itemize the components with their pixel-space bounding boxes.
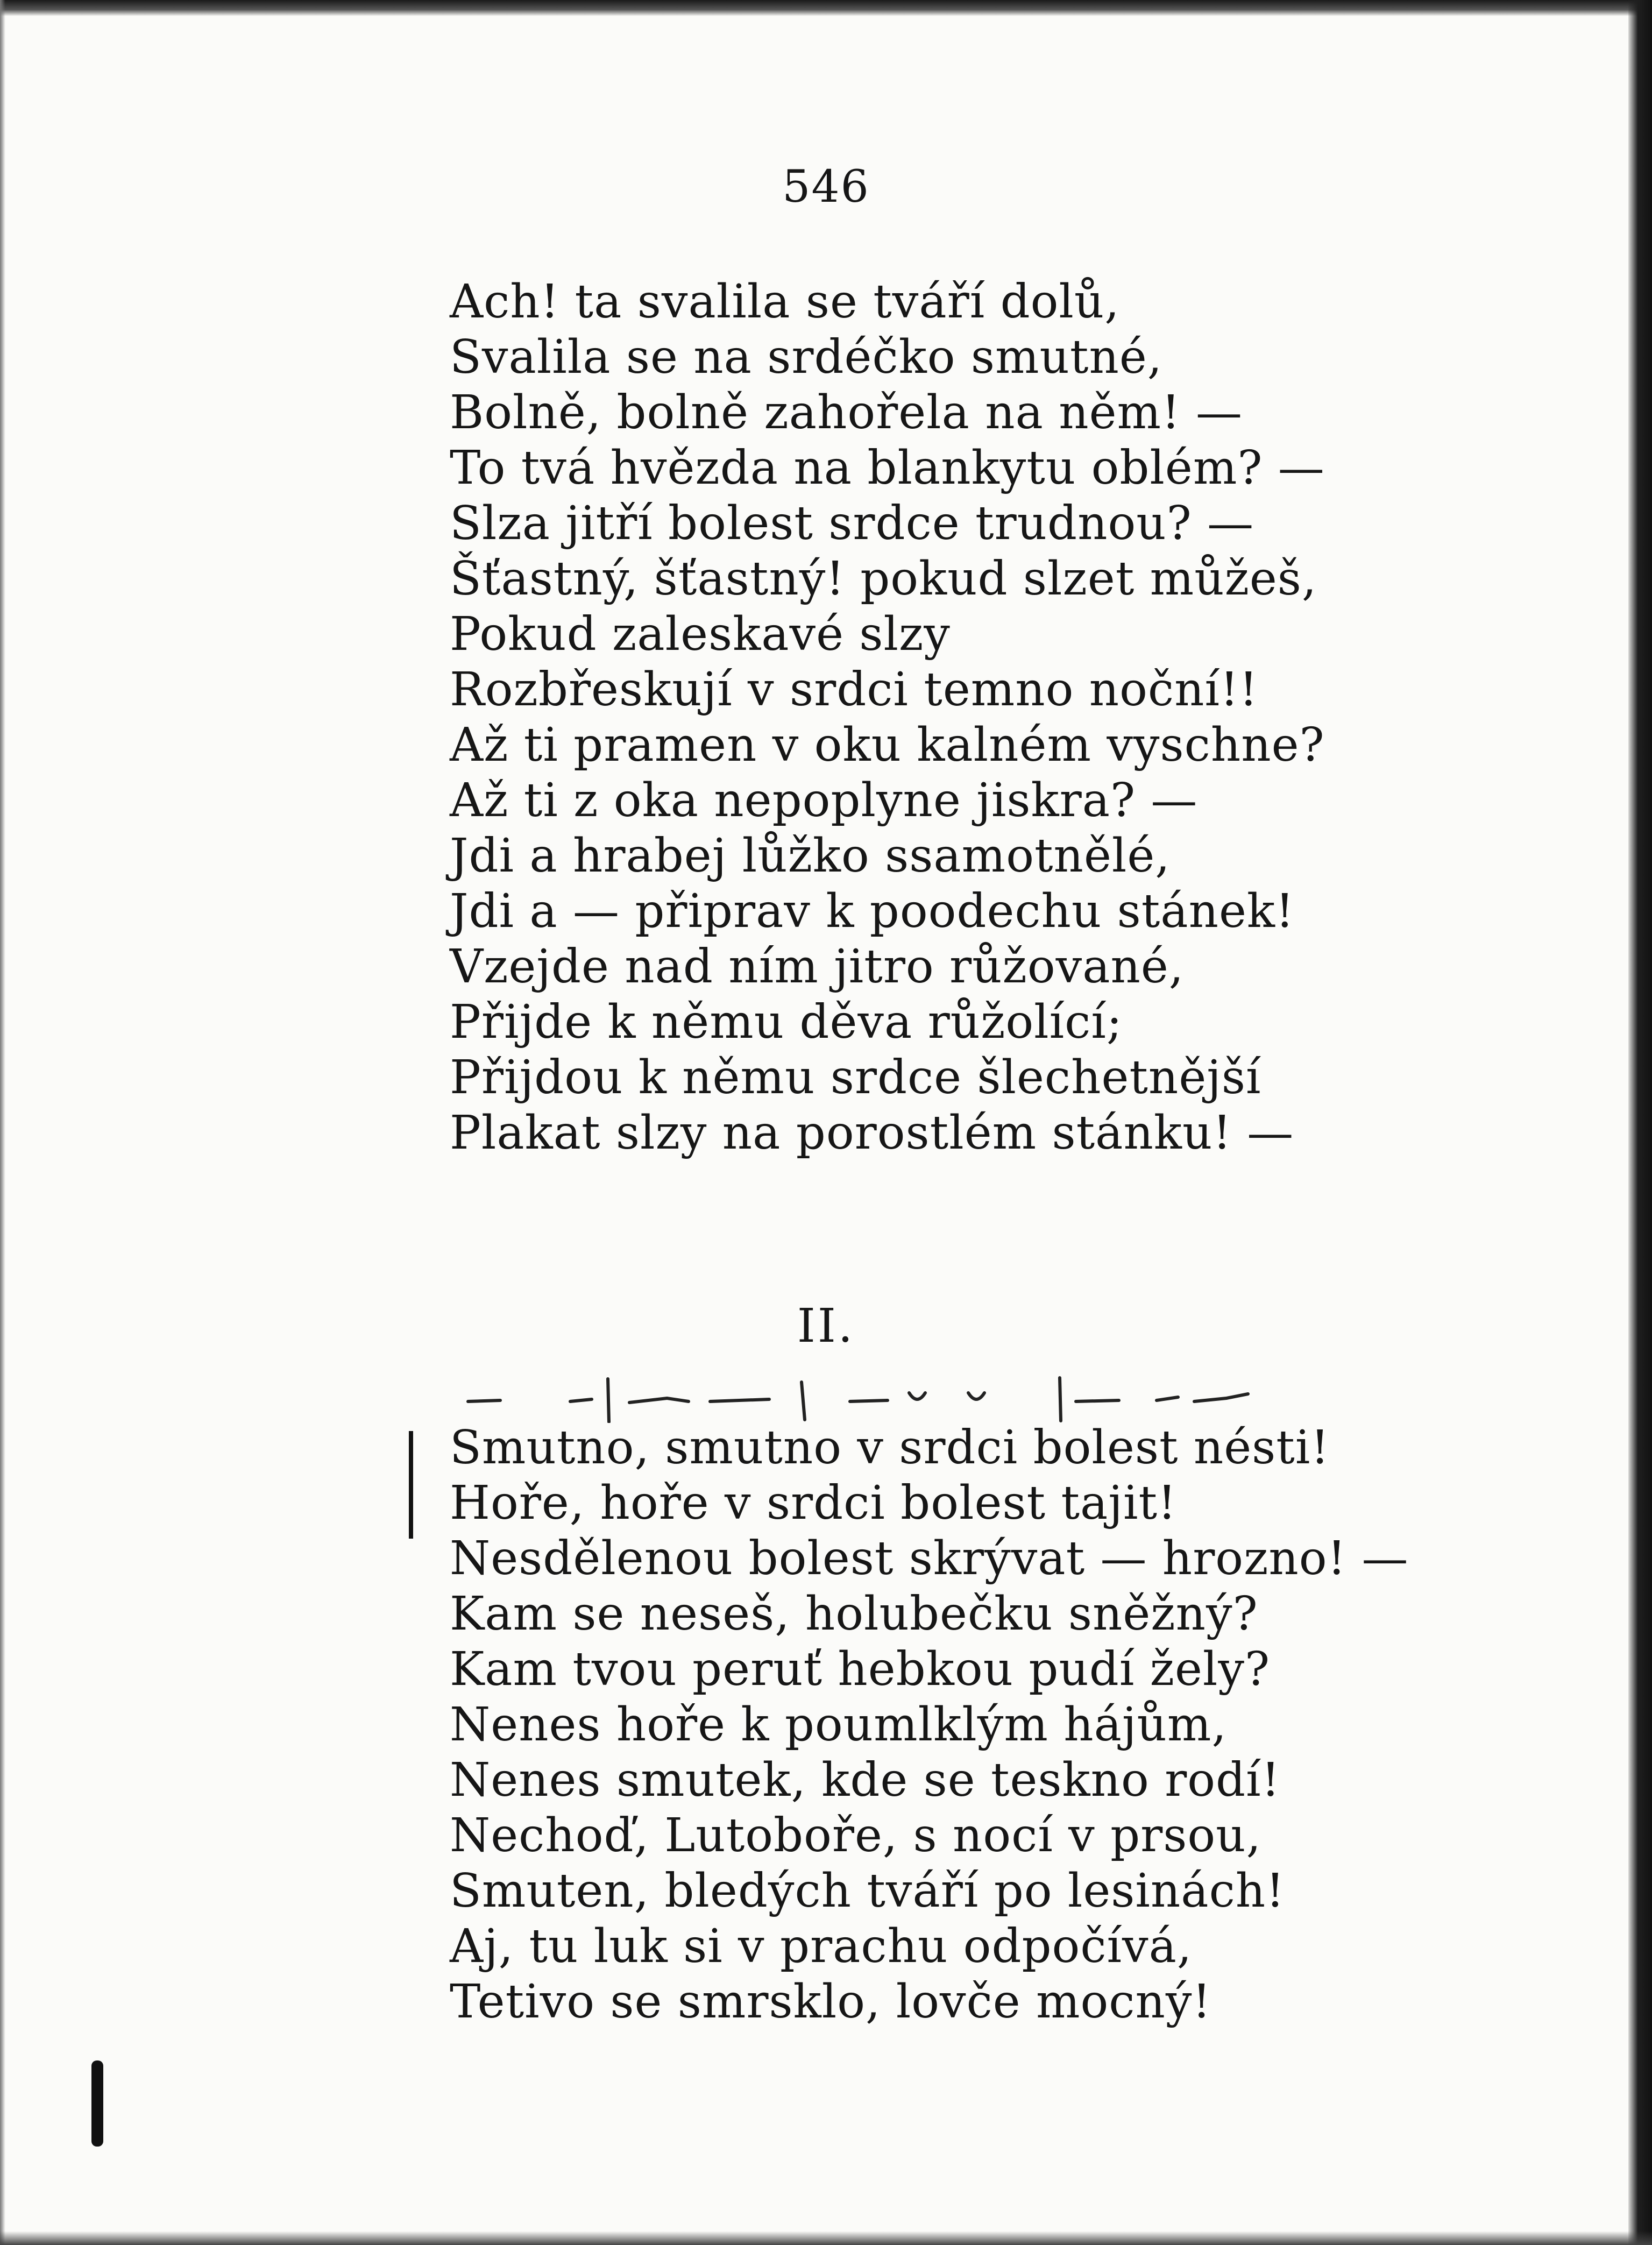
verse-line: Rozbřeskují v srdci temno noční!!	[450, 663, 1259, 717]
verse-line: Plakat slzy na porostlém stánku! —	[450, 1106, 1294, 1160]
verse-line: Nenes smutek, kde se teskno rodí!	[450, 1753, 1281, 1807]
verse-line: Přijdou k němu srdce šlechetnější	[450, 1051, 1261, 1104]
scan-edge-left	[0, 0, 5, 2245]
verse-line: Kam tvou peruť hebkou pudí žely?	[450, 1642, 1271, 1696]
verse-line: Pokud zaleskavé slzy	[450, 607, 951, 661]
verse-line: Hoře, hoře v srdci bolest tajit!	[450, 1476, 1177, 1530]
poem-stanza-2	[450, 1420, 1408, 2030]
verse-line: Přijde k němu děva růžolící;	[450, 995, 1123, 1049]
verse-line: Smuten, bledých tváří po lesinách!	[450, 1864, 1285, 1918]
section-heading: II.	[797, 1299, 855, 1353]
verse-line: Ach! ta svalila se tváří dolů,	[450, 275, 1120, 329]
verse-line: Svalila se na srdéčko smutné,	[450, 330, 1163, 384]
verse-line: Smutno, smutno v srdci bolest nésti!	[450, 1421, 1330, 1475]
verse-line: Vzejde nad ním jitro růžované,	[450, 940, 1185, 994]
handwritten-meter-marks	[457, 1375, 1329, 1423]
poem-stanza-1	[450, 274, 1325, 1161]
scan-edge-top	[0, 0, 1652, 16]
margin-ink-mark	[91, 2060, 103, 2147]
verse-line: Až ti pramen v oku kalném vyschne?	[450, 718, 1325, 772]
verse-line: Nenes hoře k poumlklým hájům,	[450, 1698, 1227, 1752]
verse-line: To tvá hvězda na blankytu oblém? —	[450, 441, 1325, 495]
verse-line: Jdi a hrabej lůžko ssamotnělé,	[450, 829, 1171, 883]
verse-line: Kam se neseš, holubečku sněžný?	[450, 1587, 1258, 1641]
margin-pencil-mark	[409, 1431, 413, 1539]
verse-line: Jdi a — připrav k poodechu stánek!	[450, 884, 1295, 938]
scan-edge-bottom	[0, 2231, 1652, 2245]
verse-line: Tetivo se smrsklo, lovče mocný!	[450, 1975, 1211, 2029]
verse-line: Šťastný, šťastný! pokud slzet můžeš,	[450, 552, 1317, 606]
verse-line: Nesdělenou bolest skrývat — hrozno! —	[450, 1532, 1409, 1585]
verse-line: Slza jitří bolest srdce trudnou? —	[450, 497, 1254, 550]
verse-line: Aj, tu luk si v prachu odpočívá,	[450, 1920, 1193, 1973]
scan-edge-right	[1628, 0, 1652, 2245]
verse-line: Až ti z oka nepoplyne jiskra? —	[450, 774, 1198, 827]
verse-line: Bolně, bolně zahořela na něm! —	[450, 386, 1243, 440]
verse-line: Nechoď, Lutoboře, s nocí v prsou,	[450, 1809, 1261, 1862]
page-number: 546	[782, 161, 870, 213]
